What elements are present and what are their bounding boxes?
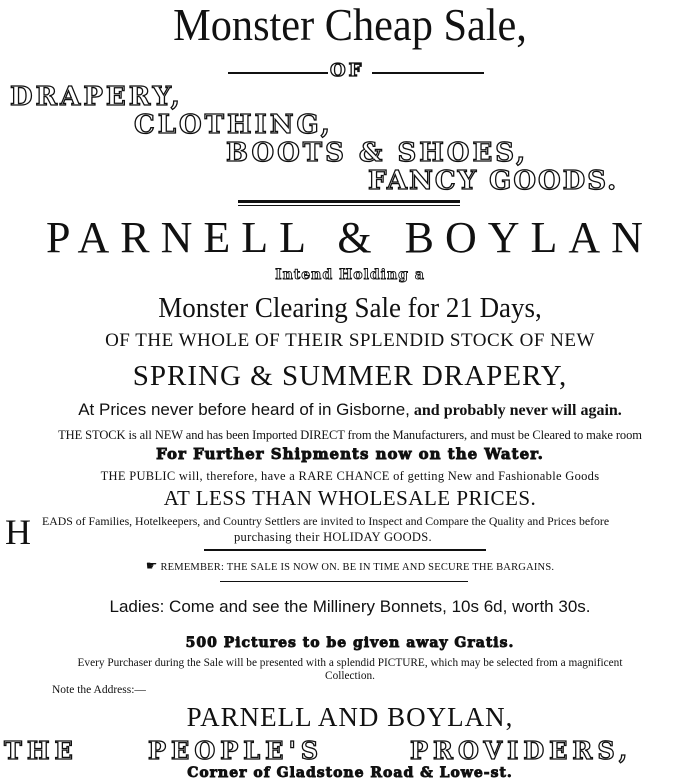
headline: Monster Cheap Sale, bbox=[173, 0, 527, 50]
heads-line-1: EADS of Families, Hotelkeepers, and Country Settlers are invited to Inspect and Compare the Quality and Prices before bbox=[42, 514, 610, 528]
heads-drop-cap: H bbox=[5, 512, 31, 552]
prices-line-a: At Prices never before heard of in Gisborne, bbox=[78, 400, 410, 419]
pictures-line: 500 Pictures to be given away Gratis. bbox=[185, 635, 515, 651]
stock-line: OF THE WHOLE OF THEIR SPLENDID STOCK OF NEW bbox=[105, 330, 595, 351]
wholesale-line: AT LESS THAN WHOLESALE PRICES. bbox=[163, 486, 537, 510]
clearing-sale-line: Monster Clearing Sale for 21 Days, bbox=[158, 292, 542, 324]
stock-new-line: THE STOCK is all NEW and has been Imported DIRECT from the Manufacturers, and must be Cleared to make room bbox=[58, 428, 642, 442]
purchaser-line-2: Collection. bbox=[325, 670, 375, 682]
category-boots-shoes: BOOTS & SHOES, bbox=[226, 138, 529, 168]
remember-line bbox=[0, 560, 700, 574]
public-line: THE PUBLIC will, therefore, have a RARE CHANCE of getting New and Fashionable Goods bbox=[100, 469, 600, 483]
firm-name-2: PARNELL AND BOYLAN, bbox=[186, 702, 514, 732]
category-clothing: CLOTHING, bbox=[134, 110, 333, 140]
shipments-line: For Further Shipments now on the Water. bbox=[156, 445, 544, 463]
heads-line-2: purchasing their HOLIDAY GOODS. bbox=[234, 530, 432, 544]
prices-line-b: and probably never will again. bbox=[413, 402, 622, 419]
firm-name: PARNELL & BOYLAN bbox=[46, 213, 654, 262]
ladies-text: Come and see the Millinery Bonnets, 10s 6d, worth 30s. bbox=[169, 597, 591, 616]
double-rule-bottom bbox=[238, 205, 460, 206]
remember-rule bbox=[220, 581, 468, 582]
heads-rule bbox=[204, 549, 486, 551]
corner-address: Corner of Gladstone Road & Lowe-st. bbox=[187, 765, 513, 781]
ladies-label: Ladies: bbox=[109, 597, 165, 616]
category-fancy-goods: FANCY GOODS. bbox=[368, 166, 619, 196]
intend-line: Intend Holding a bbox=[275, 267, 425, 283]
double-rule-top bbox=[238, 200, 460, 203]
prices-line bbox=[0, 401, 700, 419]
remember-text: REMEMBER: THE SALE IS NOW ON. BE IN TIME AND SECURE THE BARGAINS. bbox=[160, 562, 555, 573]
category-drapery: DRAPERY, bbox=[10, 82, 183, 112]
providers-peoples: PEOPLE'S bbox=[148, 736, 324, 765]
providers-the: THE bbox=[4, 736, 78, 765]
pointing-hand-icon: ☛ bbox=[145, 559, 158, 574]
spring-summer-line: SPRING & SUMMER DRAPERY, bbox=[132, 360, 568, 392]
of-rule-right bbox=[372, 72, 484, 74]
note-address: Note the Address:— bbox=[52, 684, 146, 696]
ladies-line bbox=[0, 598, 700, 615]
of-label: OF bbox=[330, 60, 365, 81]
of-rule-left bbox=[228, 72, 328, 74]
purchaser-line-1: Every Purchaser during the Sale will be presented with a splendid PICTURE, which may be selected from a magnificent bbox=[77, 657, 623, 669]
providers-providers: PROVIDERS, bbox=[410, 736, 633, 765]
